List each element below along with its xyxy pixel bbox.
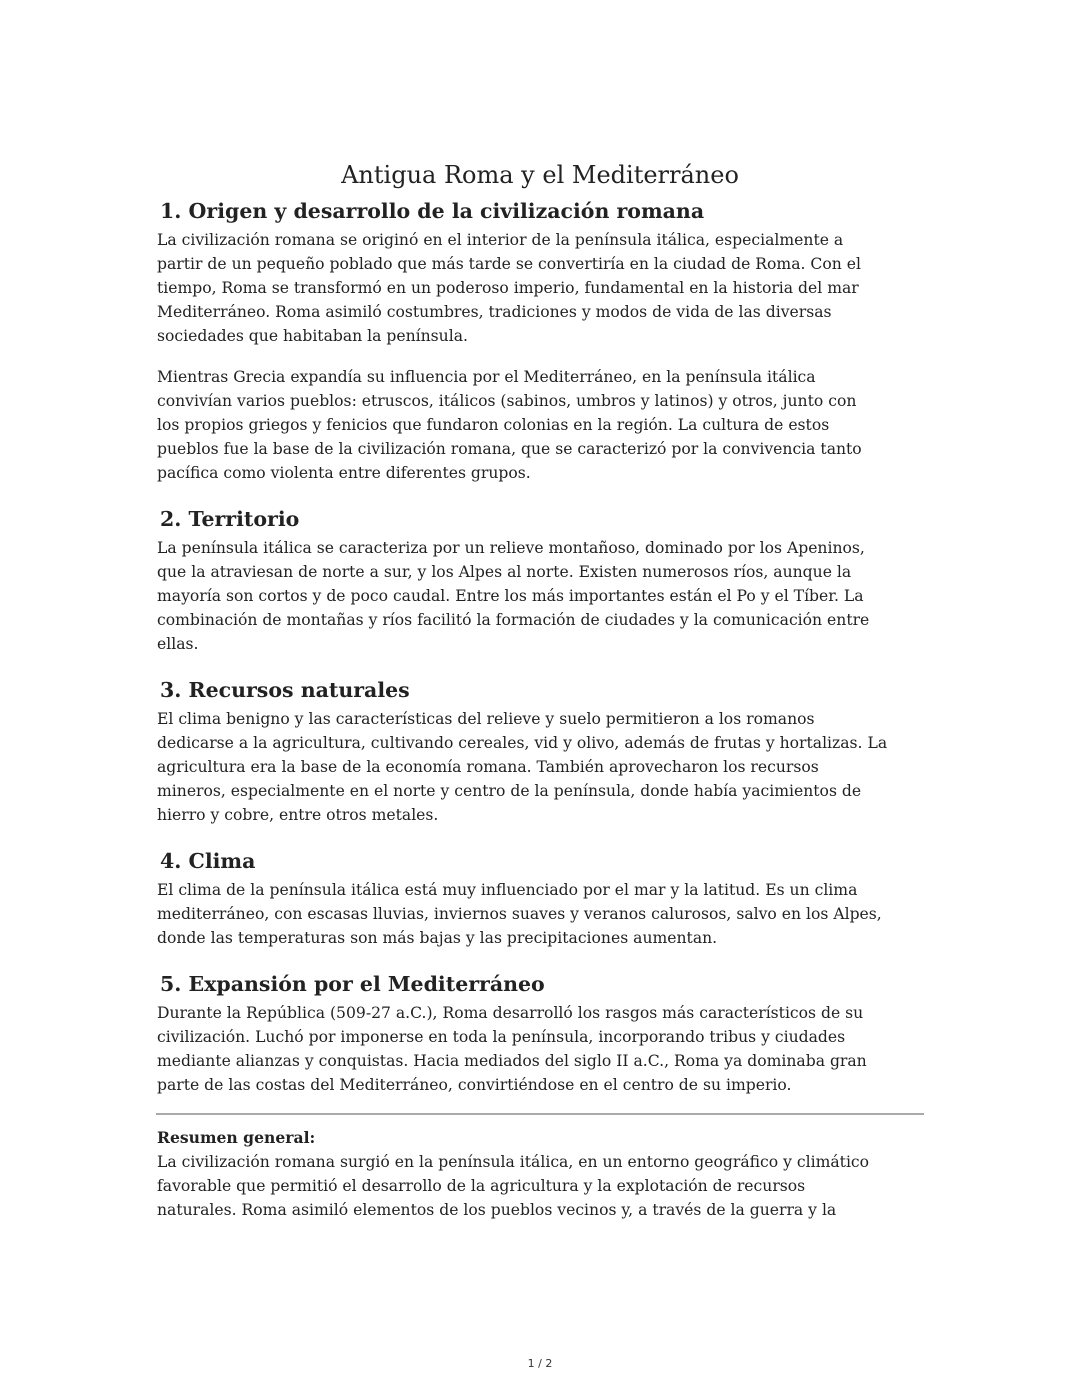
paragraph-line: Durante la República (509-27 a.C.), Roma desarrolló los rasgos más característicos de su: [157, 1004, 864, 1022]
summary-line: naturales. Roma asimiló elementos de los pueblos vecinos y, a través de la guerra y la: [157, 1201, 837, 1219]
paragraph-line: sociedades que habitaban la península.: [157, 327, 468, 345]
paragraph-line: partir de un pequeño poblado que más tarde se convertiría en la ciudad de Roma. Con el: [157, 255, 861, 273]
paragraph: [157, 878, 882, 950]
summary-line: La civilización romana surgió en la península itálica, en un entorno geográfico y climático: [157, 1153, 870, 1171]
paragraph-line: Mediterráneo. Roma asimiló costumbres, tradiciones y modos de vida de las diversas: [157, 303, 832, 321]
paragraph-line: La península itálica se caracteriza por un relieve montañoso, dominado por los Apeninos,: [157, 539, 865, 557]
summary-line: favorable que permitió el desarrollo de la agricultura y la explotación de recursos: [157, 1177, 806, 1195]
summary-label: Resumen general:: [157, 1128, 316, 1147]
paragraph-line: agricultura era la base de la economía romana. También aprovecharon los recursos: [157, 758, 819, 776]
paragraph-line: combinación de montañas y ríos facilitó la formación de ciudades y la comunicación entre: [157, 611, 870, 629]
divider: [156, 1113, 924, 1115]
paragraph-line: pueblos fue la base de la civilización romana, que se caracterizó por la convivencia tanto: [157, 440, 862, 458]
paragraph-line: El clima benigno y las características del relieve y suelo permitieron a los romanos: [157, 710, 815, 728]
paragraph-line: mediterráneo, con escasas lluvias, inviernos suaves y veranos calurosos, salvo en los Alpes,: [157, 905, 882, 923]
paragraph-line: parte de las costas del Mediterráneo, convirtiéndose en el centro de su imperio.: [157, 1076, 792, 1094]
paragraph-line: El clima de la península itálica está muy influenciado por el mar y la latitud. Es un clima: [157, 881, 858, 899]
paragraph-line: Mientras Grecia expandía su influencia por el Mediterráneo, en la península itálica: [157, 368, 816, 386]
paragraph-line: mediante alianzas y conquistas. Hacia mediados del siglo II a.C., Roma ya dominaba gran: [157, 1052, 867, 1070]
paragraph-line: La civilización romana se originó en el interior de la península itálica, especialmente a: [157, 231, 844, 249]
paragraph-line: mineros, especialmente en el norte y centro de la península, donde había yacimientos de: [157, 782, 862, 800]
summary: [157, 1126, 869, 1222]
section-heading: 1. Origen y desarrollo de la civilización romana: [160, 199, 705, 223]
document-title: Antigua Roma y el Mediterráneo: [341, 161, 739, 189]
section-heading: 5. Expansión por el Mediterráneo: [160, 972, 545, 996]
paragraph: [157, 228, 861, 348]
section-heading: 2. Territorio: [160, 507, 300, 531]
page-number: 1 / 2: [527, 1357, 553, 1370]
paragraph-line: convivían varios pueblos: etruscos, itálicos (sabinos, umbros y latinos) y otros, junto con: [157, 392, 857, 410]
paragraph: [157, 707, 887, 827]
paragraph-line: civilización. Luchó por imponerse en toda la península, incorporando tribus y ciudades: [157, 1028, 846, 1046]
paragraph-line: donde las temperaturas son más bajas y las precipitaciones aumentan.: [157, 929, 718, 947]
paragraph: [157, 365, 862, 485]
paragraph-line: mayoría son cortos y de poco caudal. Entre los más importantes están el Po y el Tíber. La: [157, 587, 864, 605]
paragraph-line: ellas.: [157, 635, 199, 653]
paragraph-line: tiempo, Roma se transformó en un poderoso imperio, fundamental en la historia del mar: [157, 279, 859, 297]
paragraph-line: dedicarse a la agricultura, cultivando cereales, vid y olivo, además de frutas y hortalizas. La: [157, 734, 888, 752]
section-heading: 4. Clima: [160, 849, 256, 873]
paragraph: [157, 536, 869, 656]
paragraph: [157, 1001, 867, 1097]
paragraph-line: que la atraviesan de norte a sur, y los Alpes al norte. Existen numerosos ríos, aunque la: [157, 563, 852, 581]
paragraph-line: los propios griegos y fenicios que fundaron colonias en la región. La cultura de estos: [157, 416, 830, 434]
paragraph-line: pacífica como violenta entre diferentes grupos.: [157, 464, 531, 482]
paragraph-line: hierro y cobre, entre otros metales.: [157, 806, 439, 824]
section-heading: 3. Recursos naturales: [160, 678, 410, 702]
